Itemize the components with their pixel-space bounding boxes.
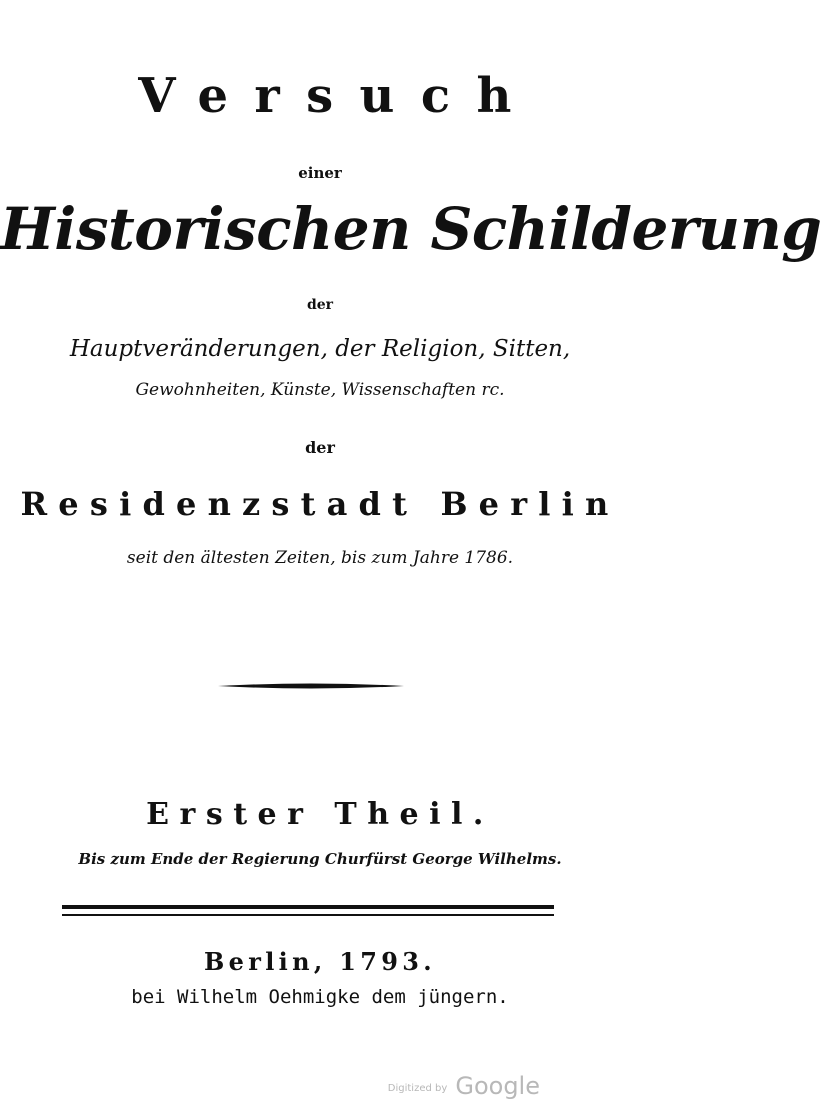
main-title: Historischen Schilderung bbox=[0, 195, 821, 263]
connector-einer: einer bbox=[298, 164, 342, 182]
subject-line-1: Hauptveränderungen, der Religion, Sitten, bbox=[69, 336, 571, 362]
connector-der-2: der bbox=[305, 438, 335, 457]
title-word: Versuch bbox=[138, 68, 538, 124]
watermark-brand: Google bbox=[455, 1072, 540, 1100]
digitized-watermark bbox=[388, 1072, 540, 1100]
part-subtitle: Bis zum Ende der Regierung Churfürst George Wilhelms. bbox=[78, 850, 562, 868]
imprint-printer: bei Wilhelm Oehmigke dem jüngern. bbox=[131, 986, 509, 1008]
city-line: Residenzstadt Berlin bbox=[20, 485, 620, 523]
part-title: Erster Theil. bbox=[146, 797, 494, 832]
rule-thick bbox=[62, 905, 554, 909]
imprint-place-year: Berlin, 1793. bbox=[204, 947, 436, 976]
double-rule-divider bbox=[62, 905, 554, 919]
subject-line-2: Gewohnheiten, Künste, Wissenschaften rc. bbox=[135, 380, 505, 400]
period-line: seit den ältesten Zeiten, bis zum Jahre 1786. bbox=[126, 548, 514, 568]
connector-der-1: der bbox=[306, 297, 334, 313]
watermark-prefix: Digitized by bbox=[387, 1083, 448, 1094]
ornamental-rule bbox=[218, 680, 404, 692]
rule-thin bbox=[62, 914, 554, 916]
